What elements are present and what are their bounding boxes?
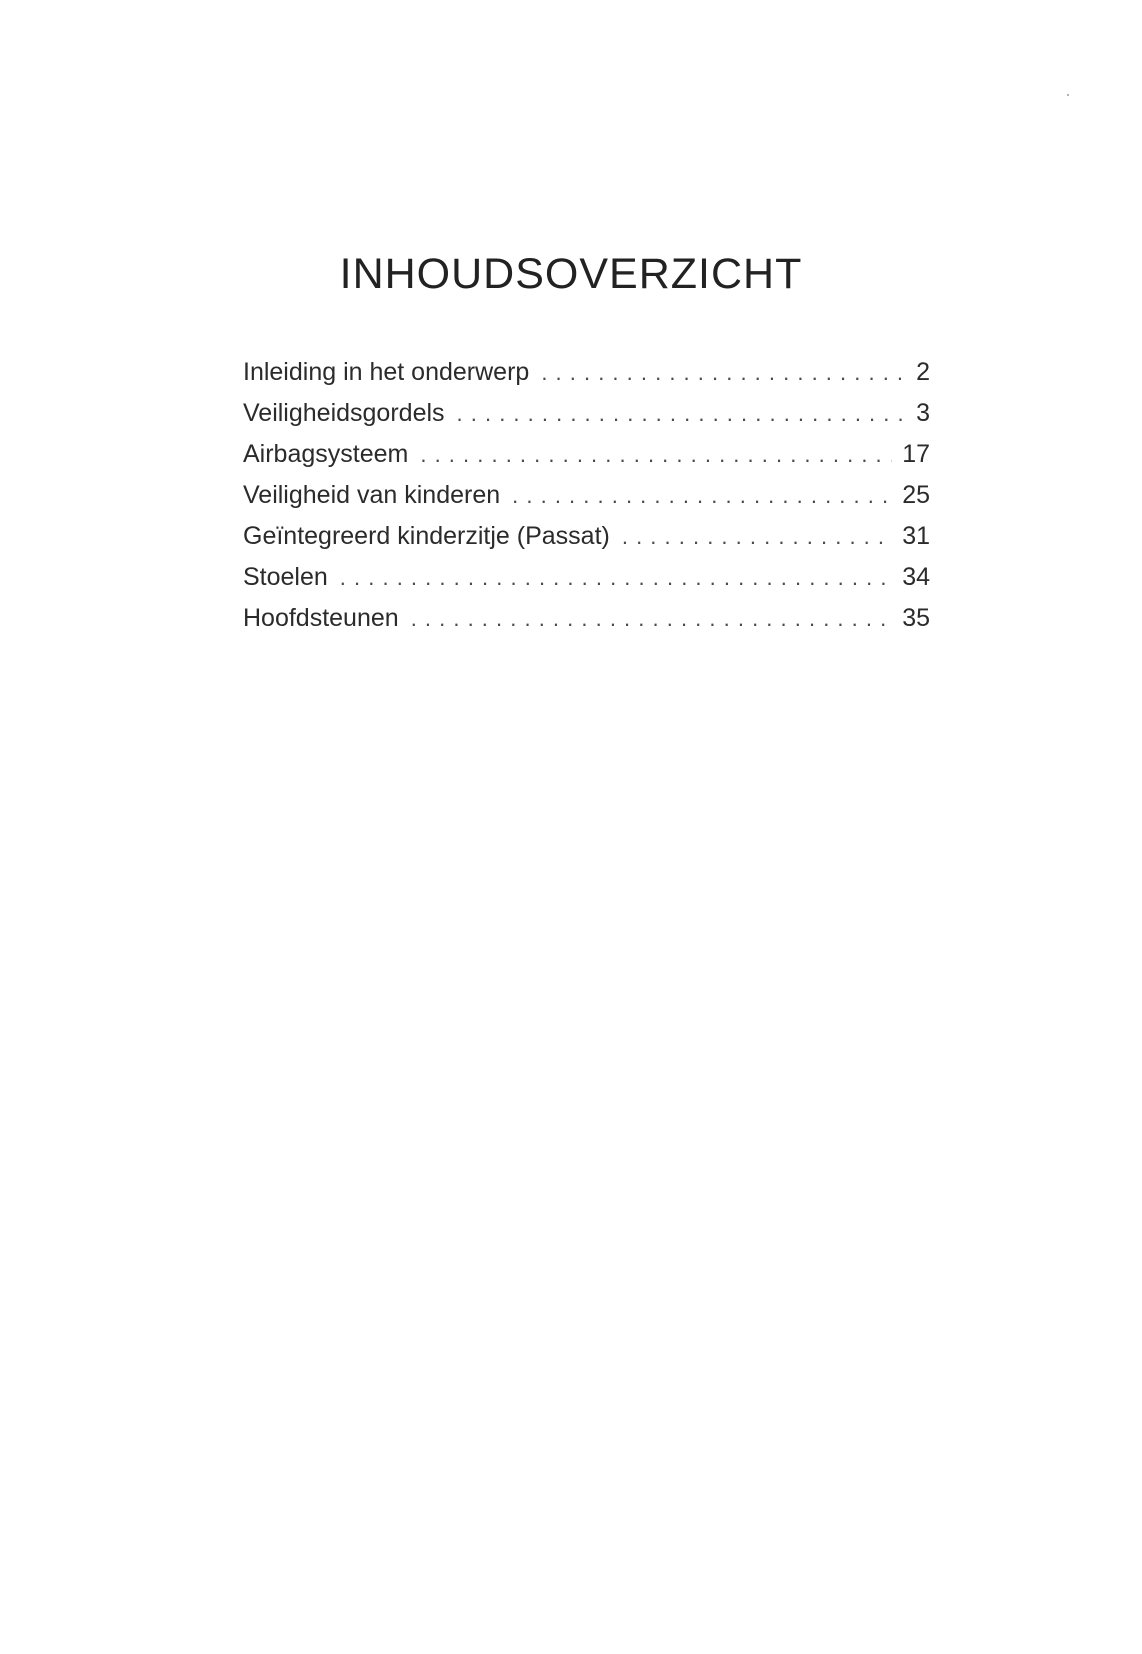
dot-leader: [622, 516, 892, 557]
toc-entry-label: Veiligheidsgordels: [243, 399, 445, 427]
dot-leader: [340, 557, 892, 598]
toc-entry: [243, 434, 930, 475]
toc-entry-page: 31: [902, 522, 930, 550]
table-of-contents: [243, 352, 930, 639]
page-title: INHOUDSOVERZICHT: [339, 249, 803, 298]
toc-entry-label: Geïntegreerd kinderzitje (Passat): [243, 522, 610, 550]
toc-entry-page: 3: [916, 399, 930, 427]
toc-entry: [243, 352, 930, 393]
toc-entry-page: 35: [902, 604, 930, 632]
toc-entry-label: Veiligheid van kinderen: [243, 481, 501, 509]
toc-entry: [243, 475, 930, 516]
toc-entry-label: Hoofdsteunen: [243, 604, 399, 632]
dot-leader: [541, 352, 906, 393]
toc-entry: [243, 598, 930, 639]
toc-entry-label: Inleiding in het onderwerp: [243, 358, 530, 386]
toc-entry: [243, 516, 930, 557]
toc-entry-label: Airbagsysteem: [243, 440, 409, 468]
toc-entry-page: 2: [916, 358, 930, 386]
toc-entry: [243, 557, 930, 598]
dot-leader: [512, 475, 892, 516]
dot-leader: [457, 393, 907, 434]
dot-leader: [420, 434, 892, 475]
toc-entry-label: Stoelen: [243, 563, 328, 591]
dot-leader: [411, 598, 893, 639]
toc-entry: [243, 393, 930, 434]
toc-entry-page: 25: [902, 481, 930, 509]
scan-speck: [1067, 94, 1069, 96]
toc-entry-page: 17: [902, 440, 930, 468]
toc-entry-page: 34: [902, 563, 930, 591]
